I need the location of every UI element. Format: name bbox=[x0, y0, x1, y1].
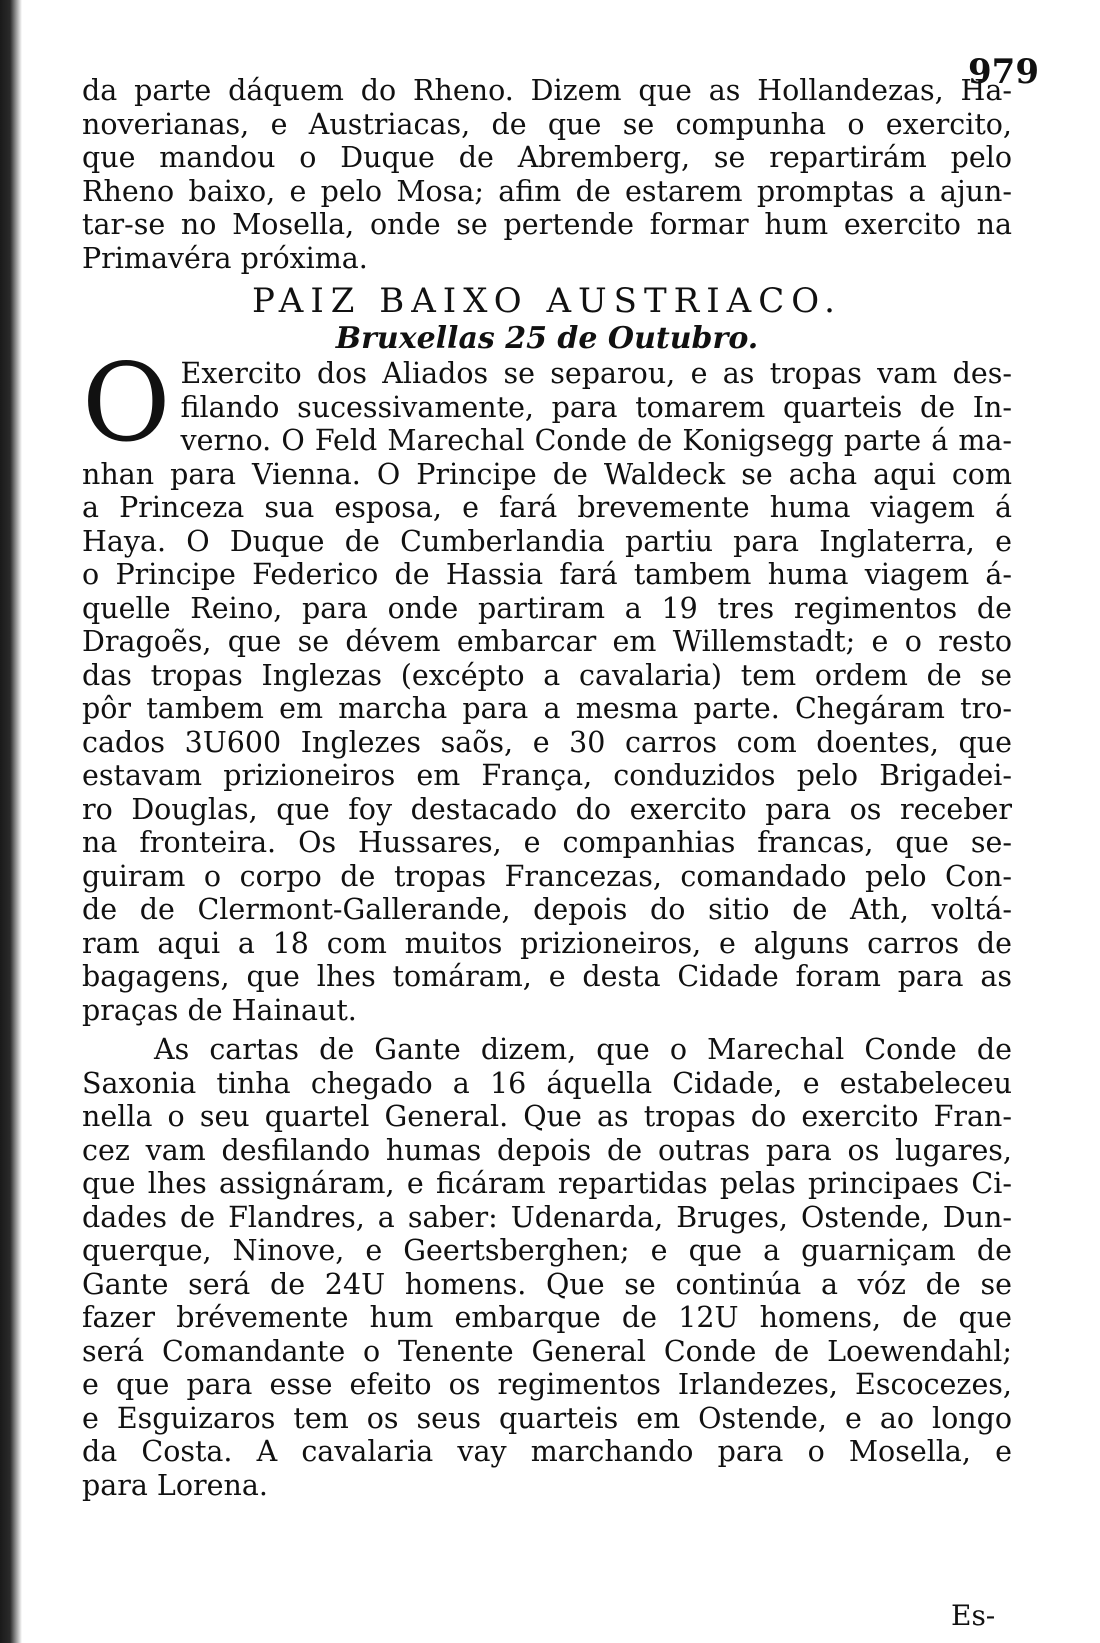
paragraph-1 bbox=[82, 341, 1012, 1027]
text-body bbox=[82, 74, 1012, 1502]
page-number: 979 bbox=[968, 52, 1039, 92]
text-line: de de Clermont-Gallerande, depois do sitio de Ath, voltá- bbox=[82, 893, 1012, 926]
text-line: o Principe Federico de Hassia fará tambem huma viagem á- bbox=[82, 558, 1012, 591]
text-line: Haya. O Duque de Cumberlandia partiu para Inglaterra, e bbox=[82, 524, 1012, 558]
text-line: dades de Flandres, a saber: Udenarda, Bruges, Ostende, Dun- bbox=[82, 1200, 1012, 1234]
text-line: ro Douglas, que foy destacado do exercito para os receber bbox=[82, 792, 1012, 826]
text-line: cez vam desfilando humas depois de outras para os lugares, bbox=[82, 1133, 1012, 1167]
paragraph-2 bbox=[82, 1033, 1012, 1502]
text-line: fazer brévemente hum embarque de 12U homens, de que bbox=[82, 1301, 1012, 1334]
text-line: Dragoẽs, que se dévem embarcar em Willemstadt; e o resto bbox=[82, 625, 1012, 658]
text-line: na fronteira. Os Hussares, e companhias francas, que se- bbox=[82, 826, 1012, 859]
text-line: pôr tambem em marcha para a mesma parte. Chegáram tro- bbox=[82, 692, 1012, 725]
text-line: Exercito dos Aliados se separou, e as tropas vam des- bbox=[180, 357, 1012, 390]
text-line: quelle Reino, para onde partiram a 19 tres regimentos de bbox=[82, 591, 1012, 625]
text-line: a Princeza sua esposa, e fará brevemente huma viagem á bbox=[82, 491, 1012, 524]
text-line: tar-se no Mosella, onde se pertende formar hum exercito na bbox=[82, 208, 1012, 241]
text-line: As cartas de Gante dizem, que o Marechal Conde de bbox=[154, 1033, 1012, 1066]
text-line: verno. O Feld Marechal Conde de Konigsegg parte á ma- bbox=[180, 424, 1012, 457]
text-line: será Comandante o Tenente General Conde de Loewendahl; bbox=[82, 1334, 1012, 1368]
text-line: Gante será de 24U homens. Que se continúa a vóz de se bbox=[82, 1267, 1012, 1301]
drop-cap: O bbox=[82, 341, 171, 466]
text-line: e que para esse efeito os regimentos Irlandezes, Escocezes, bbox=[82, 1368, 1012, 1401]
text-line: Saxonia tinha chegado a 16 áquella Cidade, e estabeleceu bbox=[82, 1066, 1012, 1100]
text-line: que lhes assignáram, e ficáram repartidas pelas principaes Ci- bbox=[82, 1167, 1012, 1200]
text-line: Primavéra próxima. bbox=[82, 241, 368, 275]
text-line: cados 3U600 Inglezes saõs, e 30 carros com doentes, que bbox=[82, 725, 1012, 759]
text-line: guiram o corpo de tropas Francezas, comandado pelo Con- bbox=[82, 859, 1012, 893]
text-line: para Lorena. bbox=[82, 1468, 268, 1502]
text-line: noverianas, e Austriacas, de que se compunha o exercito, bbox=[82, 107, 1012, 141]
text-line: praças de Hainaut. bbox=[82, 993, 357, 1027]
text-line: da Costa. A cavalaria vay marchando para o Mosella, e bbox=[82, 1435, 1012, 1468]
text-line: que mandou o Duque de Abremberg, se repartirám pelo bbox=[82, 141, 1012, 174]
text-line: estavam prizioneiros em França, conduzidos pelo Brigadei- bbox=[82, 759, 1012, 792]
text-line: das tropas Inglezas (excépto a cavalaria) tem ordem de se bbox=[82, 658, 1012, 692]
text-line: ram aqui a 18 com muitos prizioneiros, e alguns carros de bbox=[82, 926, 1012, 960]
text-line: da parte dáquem do Rheno. Dizem que as Hollandezas, Ha- bbox=[82, 74, 1012, 107]
scan-shadow-edge bbox=[0, 0, 22, 1643]
text-line: bagagens, que lhes tomáram, e desta Cidade foram para as bbox=[82, 960, 1012, 993]
text-line: querque, Ninove, e Geertsberghen; e que a guarniçam de bbox=[82, 1234, 1012, 1267]
dateline: Bruxellas 25 de Outubro. bbox=[335, 321, 759, 356]
catchword: Es- bbox=[951, 1599, 996, 1632]
text-line: Rheno baixo, e pelo Mosa; afim de estarem promptas a ajun- bbox=[82, 174, 1012, 208]
text-line: nhan para Vienna. O Principe de Waldeck se acha aqui com bbox=[82, 457, 1012, 491]
text-line: nella o seu quartel General. Que as tropas do exercito Fran- bbox=[82, 1100, 1012, 1133]
text-line: filando sucessivamente, para tomarem quarteis de In- bbox=[180, 390, 1012, 424]
section-heading: PAIZ BAIXO AUSTRIACO. bbox=[252, 281, 842, 321]
text-line: e Esguizaros tem os seus quarteis em Ostende, e ao longo bbox=[82, 1401, 1012, 1435]
